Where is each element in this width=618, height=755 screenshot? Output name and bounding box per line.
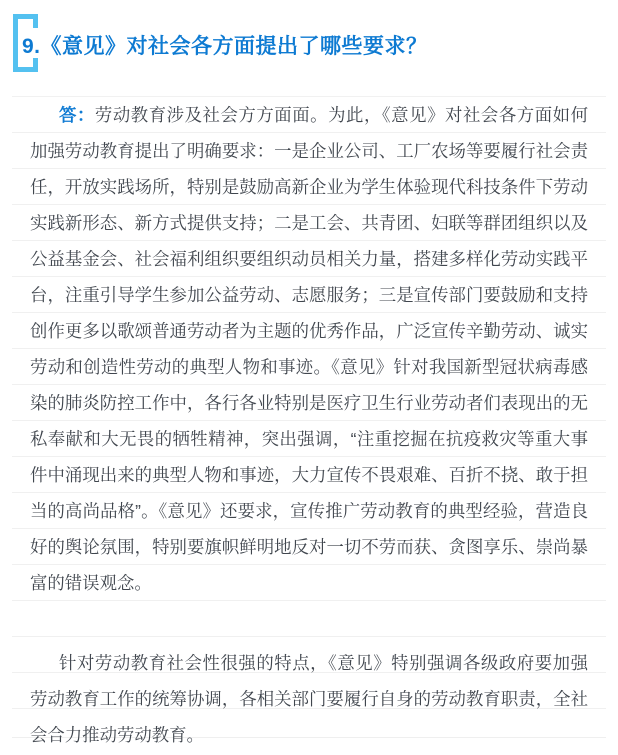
answer-paragraph-1-text: 劳动教育涉及社会方方面面。为此，《意见》对社会各方面如何加强劳动教育提出了明确要求：一是企业公司、工厂农场等要履行社会责任，开放实践场所，特别是鼓励高新企业为学生体验现代科技条件下劳动实践新形态、新方式提供支持；二是工会、共青团、妇联等群团组织以及公益基金会、社会福利组织要组织动员相关力量，搭建多样化劳动实践平台，注重引导学生参加公益劳动、志愿服务；三是宣传部门要鼓励和支持创作更多以歌颂普通劳动者为主题的优秀作品，广泛宣传辛勤劳动、诚实劳动和创造性劳动的典型人物和事迹。《意见》针对我国新型冠状病毒感染的肺炎防控工作中，各行各业特别是医疗卫生行业劳动者们表现出的无私奉献和大无畏的牺牲精神，突出强调，“注重挖掘在抗疫救灾等重大事件中涌现出来的典型人物和事迹，大力宣传不畏艰难、百折不挠、敢于担当的高尚品格”。《意见》还要求，宣传推广劳动教育的典型经验，营造良好的舆论氛围，特别要旗帜鲜明地反对一切不劳而获、贪图享乐、崇尚暴富的错误观念。: [30, 105, 588, 593]
question-header: [0, 0, 618, 96]
answer-paragraph-1: [30, 97, 588, 601]
answer-label: 答：: [59, 105, 95, 125]
answer-paragraph-2: 针对劳动教育社会性很强的特点，《意见》特别强调各级政府要加强劳动教育工作的统筹协调，各相关部门要履行自身的劳动教育职责，全社会合力推动劳动教育。: [30, 653, 588, 745]
question-title: 9.《意见》对社会各方面提出了哪些要求？: [22, 35, 428, 58]
answer-section: [12, 96, 606, 745]
